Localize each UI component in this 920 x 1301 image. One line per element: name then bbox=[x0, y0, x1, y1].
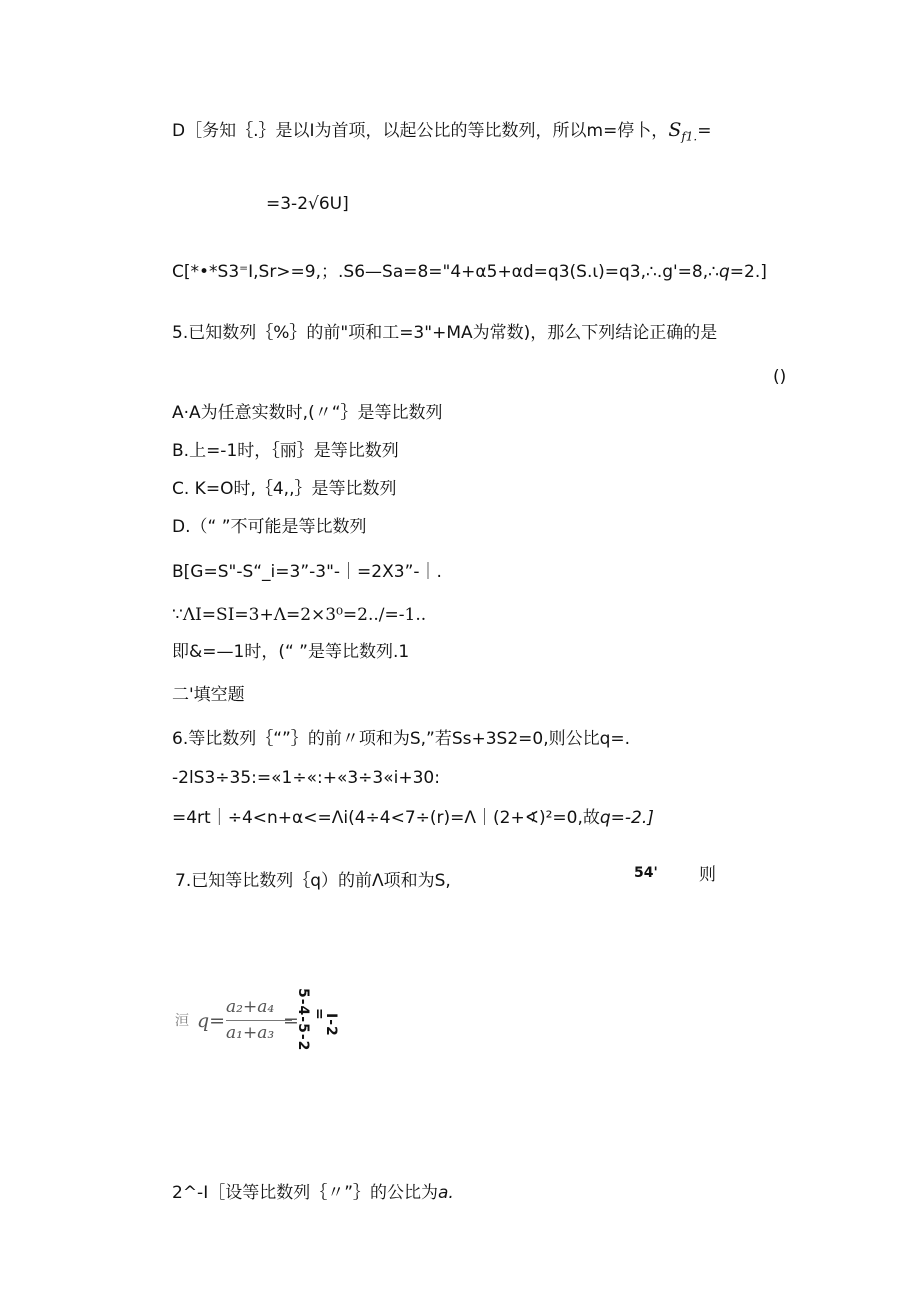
line-3 bbox=[172, 261, 767, 283]
final-line-a: a. bbox=[438, 1183, 454, 1203]
line-1-equals: = bbox=[697, 121, 712, 141]
line-3-q: q bbox=[718, 262, 730, 282]
option-d: D.（“ ”不可能是等比数列 bbox=[172, 517, 367, 537]
solution-6-line-1: -2lS3÷35:=«1÷«:+«3÷3«i+30: bbox=[172, 768, 440, 788]
solution-line-2: ∵ΛI=SI=3+Λ=2×3⁰=2..∕=-1.. bbox=[172, 605, 427, 625]
line-1 bbox=[172, 119, 711, 147]
rotated-text-3: I-2 bbox=[323, 1013, 339, 1037]
final-line bbox=[172, 1182, 454, 1204]
option-c: C. K=O时,｛4,,｝是等比数列 bbox=[172, 479, 397, 499]
option-a: A·A为任意实数时,(〃“｝是等比数列 bbox=[172, 403, 443, 423]
line-1-formula: S bbox=[668, 119, 682, 141]
line-1-text: D［务知｛.｝是以I为首项，以起公比的等比数列，所以m=停卜， bbox=[172, 121, 669, 141]
question-5: 5.已知数列｛%｝的前"项和工=3"+MA为常数)，那么下列结论正确的是 bbox=[172, 323, 718, 343]
question-7-mark: 54' bbox=[634, 865, 658, 881]
fraction-numerator: a₂+a₄ bbox=[226, 997, 275, 1017]
line-3-text: C[*•*S3⁼I,Sr>=9,；.S6—Sa=8="4+α5+αd=q3(S.ι)=q3,∴.g'=8,∴ bbox=[172, 262, 719, 282]
fraction-denominator: a₁+a₃ bbox=[226, 1023, 275, 1043]
solution-6-answer: q=-2.] bbox=[599, 808, 654, 828]
formula-q: q= bbox=[197, 1010, 226, 1032]
question-7-then: 则 bbox=[699, 865, 716, 885]
line-2: =3-2√6U] bbox=[266, 194, 349, 214]
line-1-subscript: f1. bbox=[681, 129, 698, 144]
solution-line-1: B[G=S"-S“_i=3”-3"-｜=2X3”-｜. bbox=[172, 562, 442, 582]
rotated-text-2: = bbox=[311, 1008, 327, 1021]
option-b: B.上=-1时，｛丽｝是等比数列 bbox=[172, 441, 399, 461]
solution-line-3: 即&=—1时，(“ ”是等比数列.1 bbox=[172, 642, 410, 662]
question-7: 7.已知等比数列｛q）的前Λ项和为S, bbox=[175, 871, 451, 891]
final-line-text: 2^-I［设等比数列｛〃”｝的公比为 bbox=[172, 1183, 439, 1203]
line-3-end: =2.] bbox=[729, 262, 767, 282]
solution-6-line-2 bbox=[172, 807, 654, 829]
formula-label: 洹 bbox=[175, 1013, 189, 1029]
rotated-text-1: 5-4-5-2 bbox=[295, 988, 311, 1052]
question-6: 6.等比数列｛“”｝的前〃项和为S,”若Ss+3S2=0,则公比q=. bbox=[172, 729, 631, 749]
answer-paren: () bbox=[773, 367, 787, 387]
section-heading: 二'填空题 bbox=[172, 685, 245, 705]
formula-equals: = bbox=[283, 1010, 299, 1032]
solution-6-line-2-text: =4rt｜÷4<n+α<=Λi(4÷4<7÷(r)=Λ｜(2+∢)²=0,故 bbox=[172, 808, 600, 828]
